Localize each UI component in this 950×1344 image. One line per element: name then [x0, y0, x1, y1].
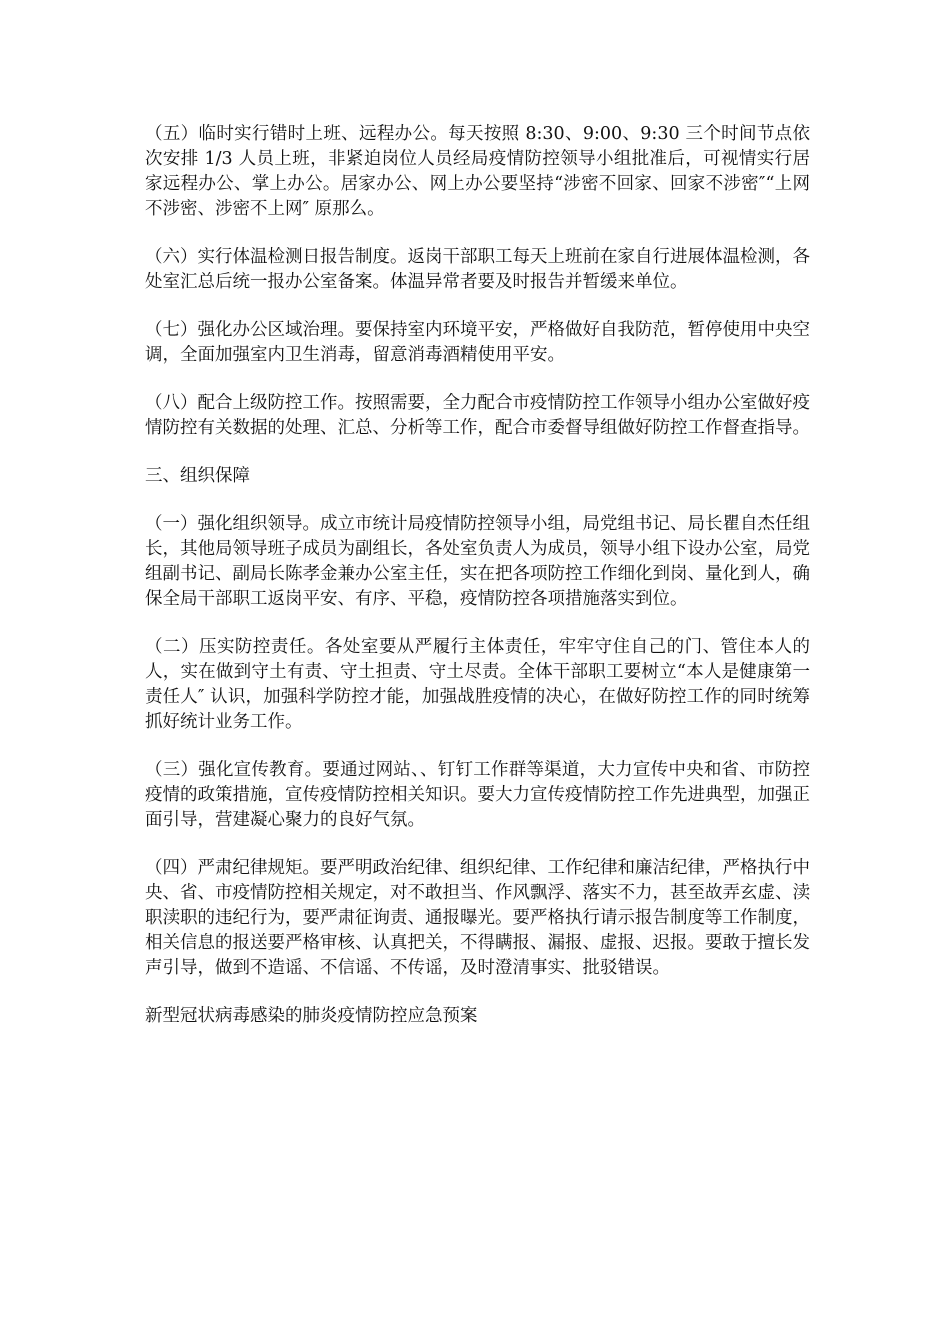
closing-title: 新型冠状病毒感染的肺炎疫情防控应急预案: [145, 1006, 478, 1026]
paragraph-cooperate-superior: （八）配合上级防控工作。按照需要，全力配合市疫情防控工作领导小组办公室做好疫情防控有关数据的处理、汇总、分析等工作，配合市委督导组做好防控工作督查指导。: [145, 393, 810, 438]
paragraph-discipline: （四）严肃纪律规矩。要严明政治纪律、组织纪律、工作纪律和廉洁纪律，严格执行中央、省、市疫情防控相关规定，对不敢担当、作风飘浮、落实不力，甚至故弄玄虚、渎职渎职的违纪行为，要严肃征询责、通报曝光。要严格执行请示报告制度等工作制度，相关信息的报送要严格审核、认真把关，不得瞒报、漏报、虚报、迟报。要敢于擅长发声引导，做到不造谣、不信谣、不传谣，及时澄清事实、批驳错误。: [145, 858, 810, 978]
document-page: [145, 122, 810, 1052]
paragraph-publicity: （三）强化宣传教育。要通过网站、、钉钉工作群等渠道，大力宣传中央和省、市防控疫情的政策措施，宣传疫情防控相关知识。要大力宣传疫情防控工作先进典型，加强正面引导，营建凝心聚力的良好气氛。: [145, 760, 810, 830]
paragraph-responsibility: （二）压实防控责任。各处室要从严履行主体责任，牢牢守住自己的门、管住本人的人，实在做到守土有责、守土担责、守土尽责。全体干部职工要树立“本人是健康第一责任人″ 认识，加强科学防控才能，加强战胜疫情的决心，在做好防控工作的同时统筹抓好统计业务工作。: [145, 637, 810, 732]
paragraph-office-management: （七）强化办公区域治理。要保持室内环境平安，严格做好自我防范，暂停使用中央空调，全面加强室内卫生消毒，留意消毒酒精使用平安。: [145, 320, 810, 365]
paragraph-temperature-check: （六）实行体温检测日报告制度。返岗干部职工每天上班前在家自行进展体温检测，各处室汇总后统一报办公室备案。体温异常者要及时报告并暂缓来单位。: [145, 247, 810, 292]
paragraph-organization-leadership: （一）强化组织领导。成立市统计局疫情防控领导小组，局党组书记、局长瞿自杰任组长，其他局领导班子成员为副组长，各处室负责人为成员，领导小组下设办公室，局党组副书记、副局长陈孝金兼办公室主任，实在把各项防控工作细化到岗、量化到人，确保全局干部职工返岗平安、有序、平稳，疫情防控各项措施落实到位。: [145, 514, 810, 609]
section-heading: 三、组织保障: [145, 466, 250, 486]
paragraph-shift-work: （五）临时实行错时上班、远程办公。每天按照 8:30、9:00、9:30 三个时间节点依次安排 1/3 人员上班，非紧迫岗位人员经局疫情防控领导小组批准后，可视情实行居家远程办公、掌上办公。居家办公、网上办公要坚持“涉密不回家、回家不涉密″“上网不涉密、涉密不上网″ 原那么。: [145, 124, 810, 219]
